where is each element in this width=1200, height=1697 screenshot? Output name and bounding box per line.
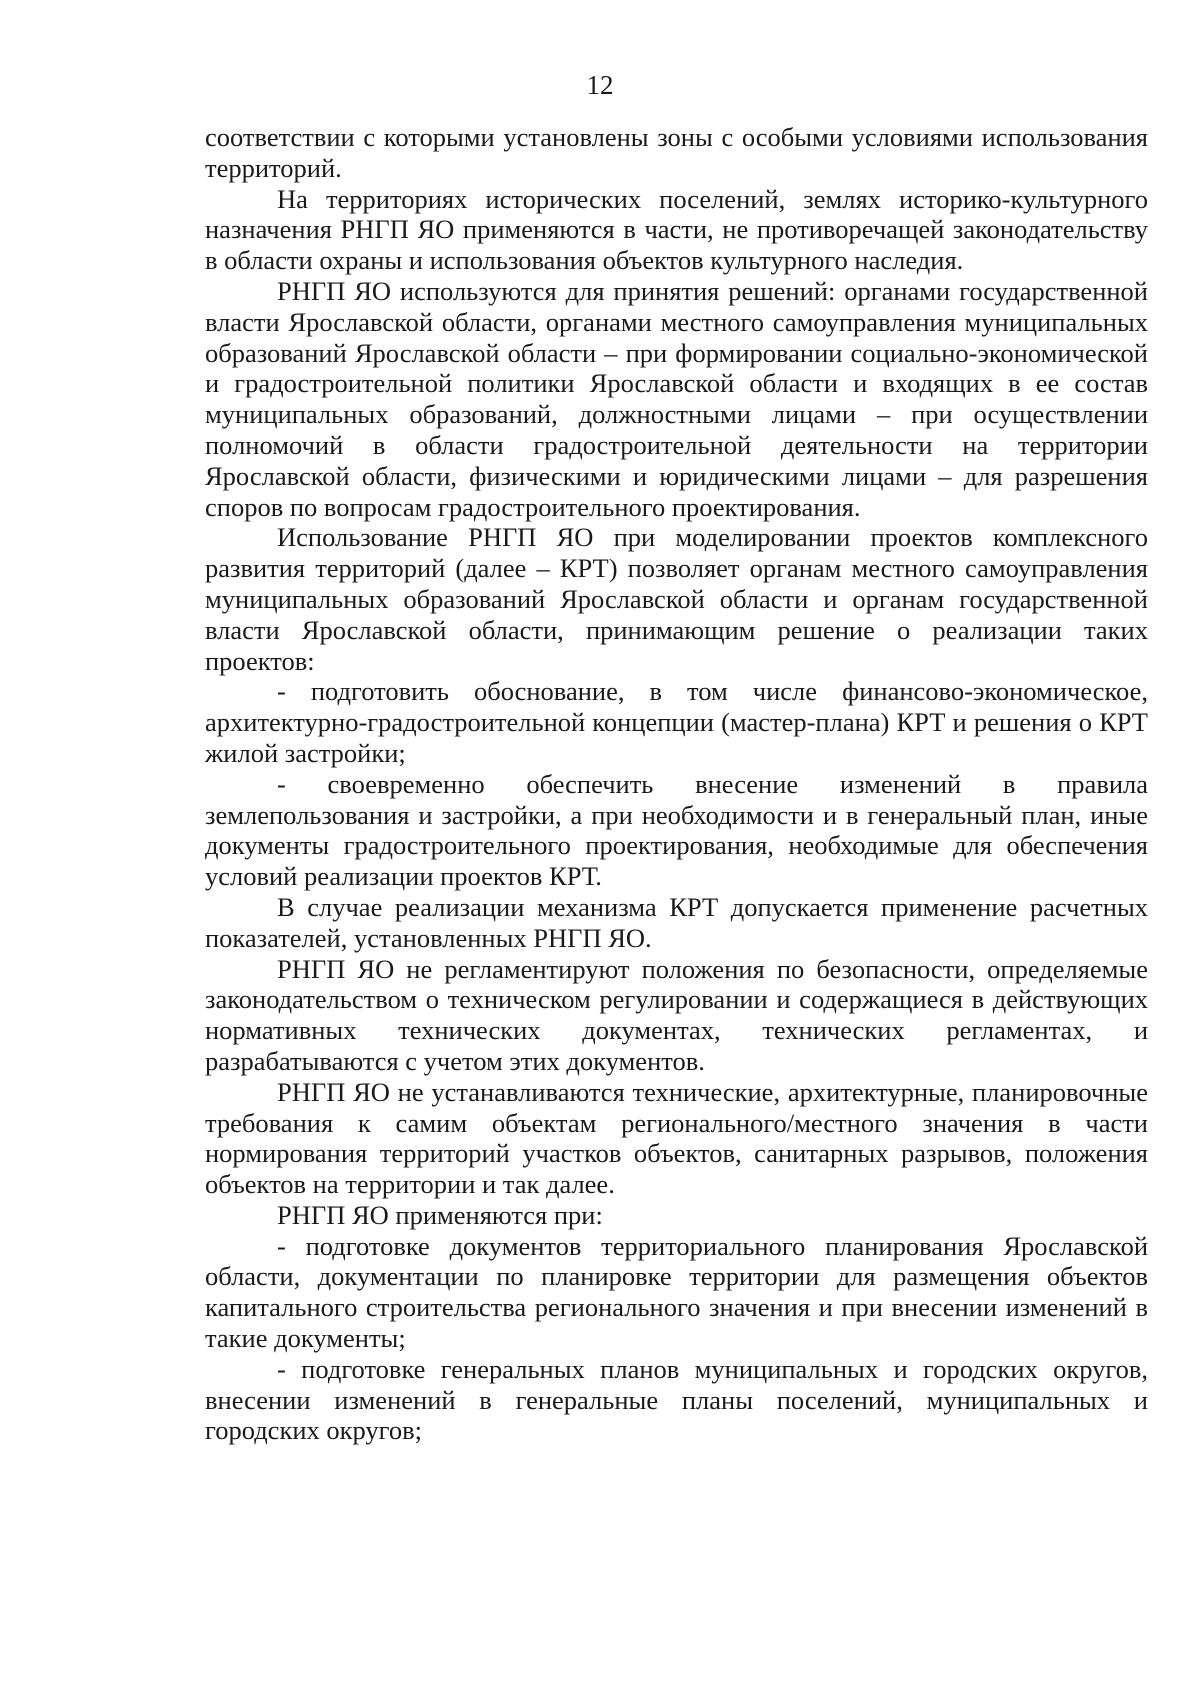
paragraph-decision-making: РНГП ЯО используются для принятия решений: органами государственной власти Ярославской области, органами местного самоуправления муниципальных образований Ярославской области – при формировании социально-экономической и градостроительной политики Ярославской области и входящих в ее состав муниципальных образований, должностными лицами – при осуществлении полномочий в области градостроительной деятельности на территории Ярославской области, физическими и юридическими лицами – для разрешения споров по вопросам градостроительного проектирования. xyxy=(205,275,1148,522)
paragraph-technical-requirements: РНГП ЯО не устанавливаются технические, архитектурные, планировочные требования к самим объектам регионального/местного значения в части нормирования территорий участков объектов, санитарных разрывов, положения объектов на территории и так далее. xyxy=(205,1076,1148,1200)
list-item-general-plans: - подготовке генеральных планов муниципальных и городских округов, внесении изменений в генеральные планы поселений, муниципальных и городских округов; xyxy=(205,1353,1148,1446)
list-item-timely-changes: - своевременно обеспечить внесение изменений в правила землепользования и застройки, а при необходимости и в генеральный план, иные документы градостроительного проектирования, необходимые для обеспечения условий реализации проектов КРТ. xyxy=(205,768,1148,892)
paragraph-historic-settlements: На территориях исторических поселений, землях историко-культурного назначения РНГП ЯО применяются в части, не противоречащей законодательству в области охраны и использования объектов культурного наследия. xyxy=(205,183,1148,276)
list-item-territorial-planning: - подготовке документов территориального планирования Ярославской области, документации по планировке территории для размещения объектов капитального строительства регионального значения и при внесении изменений в такие документы; xyxy=(205,1230,1148,1354)
page-number: 12 xyxy=(586,70,614,100)
paragraph-krt-usage: Использование РНГП ЯО при моделировании проектов комплексного развития территорий (далее – КРТ) позволяет органам местного самоуправления муниципальных образований Ярославской области и органам государственной власти Ярославской области, принимающим решение о реализации таких проектов: xyxy=(205,522,1148,676)
paragraph-continuation: соответствии с которыми установлены зоны с особыми условиями использования территорий. xyxy=(205,122,1148,183)
paragraph-safety-regulation: РНГП ЯО не регламентируют положения по безопасности, определяемые законодательством о техническом регулировании и содержащиеся в действующих нормативных технических документах, технических регламентах, и разрабатываются с учетом этих документов. xyxy=(205,953,1148,1076)
list-item-prepare-justification: - подготовить обоснование, в том числе финансово-экономическое, архитектурно-градостроительной концепции (мастер-плана) КРТ и решения о КРТ жилой застройки; xyxy=(205,676,1148,768)
paragraph-application-intro: РНГП ЯО применяются при: xyxy=(277,1199,603,1230)
document-body xyxy=(205,122,1148,1446)
paragraph-krt-mechanism: В случае реализации механизма КРТ допускается применение расчетных показателей, установленных РНГП ЯО. xyxy=(205,891,1148,953)
